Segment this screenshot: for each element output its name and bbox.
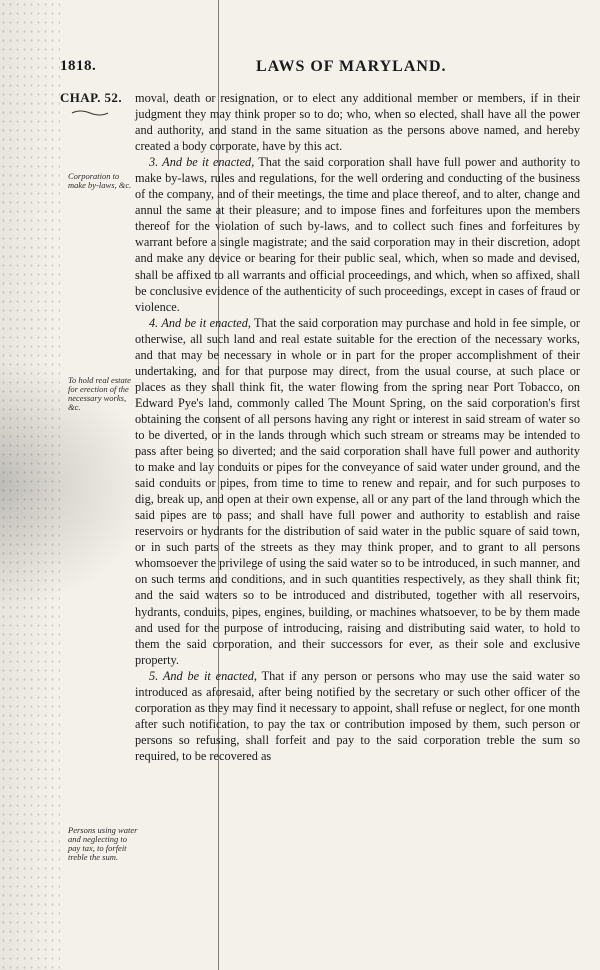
- running-title: LAWS OF MARYLAND.: [256, 58, 447, 75]
- year: 1818.: [60, 58, 97, 74]
- section-5: [135, 668, 580, 764]
- section-4: [135, 315, 580, 668]
- chapter-flourish-icon: [70, 108, 110, 118]
- section-3-lead: 3. And be it enacted,: [149, 155, 255, 170]
- chapter-label: CHAP. 52.: [60, 90, 122, 105]
- section-5-lead: 5. And be it enacted,: [149, 668, 257, 683]
- section-4-text: That the said corporation may purchase and hold in fee simple, or otherwise, all such land and real estate suitable for the erection of the necessary works, and that may be necessary in whole or in part for the proper accomplishment of their undertaking, and for that purpose may direct, from the usual course, at such place or places as they shall think fit, the water flowing from the spring near Port Tobacco, on Edward Pye's land, commonly called The Mount Spring, on the said corporation's first obtaining the consent of all persons having any right or interest in said stream of water so to be diverted, or in the lands through which such stream or streams may be intended to pass after being so diverted; and the said corporation shall have full power and authority to make and lay conduits or pipes for the conveyance of said water under ground, and the said conduits or pipes, from time to time to renew and repair, and for such purposes to dig, break up, and open at their own expense, all or any part of the land through which the said pipes are to pass; and shall have full power and authority to establish and raise reservoirs or hydrants for the distribution of said water in the public square of said town, or in such parts of the streets as they may think proper, and to grant to all persons whomsoever the privilege of using the said water so to be introduced, in such manner, and on such terms and conditions, and in such quantities respectively, as they shall think fit; and the said waters so to be introduced and distributed, together with all reservoirs, hydrants, conduits, pipes, engines, building, or machines whatsoever, to be by them made and used for the purpose of introducing, raising and distributing said water, to hold to them the said corporation, and their successors for ever, as their sole and exclusive property.: [135, 315, 580, 667]
- section-4-lead: 4. And be it enacted,: [149, 315, 251, 330]
- page-header: [60, 58, 580, 82]
- section-5-text: That if any person or persons who may use the said water so introduced as aforesaid, after being notified by the secretary or such other officer of the corporation as they may find it necessary to appoint, shall refuse or neglect, for one month after such notification, to pay the tax or contribution imposed by them, such person or persons so refusing, shall forfeit and pay to the said corporation treble the sum so required, to be recovered as: [135, 668, 581, 763]
- paragraph-1: moval, death or resignation, or to elect any additional member or members, if in their judgment they may think proper so to do; who, when so elected, shall have all the power and authority, and stand in the same situation as the persons above named, and hereby created a body corporate, have by this act.: [135, 91, 580, 154]
- section-3-text: That the said corporation shall have full power and authority to make by-laws, rules and regulations, for the well ordering and conducting of the business of the company, and of their meetings, the time and place thereof, and to alter, change and annul the same at their pleasure; and to impose fines and forfeitures upon the members thereof for the violation of such by-laws, and to collect such fines and forfeitures by warrant before a single magistrate; and the said corporation may in their discretion, adopt and make any device or bearing for their public seal, which, when so made and devised, shall be affixed to all warrants and official proceedings, and which, when so affixed, shall be conclusive evidence of the authenticity of such proceedings, except in cases of fraud or violence.: [135, 155, 580, 314]
- page-edge-texture: [0, 0, 60, 970]
- margin-note-persons-using: Persons using water and neglecting to pay tax, to forfeit treble the sum.: [68, 825, 138, 862]
- statute-text: [135, 90, 580, 764]
- margin-note-hold-real-estate: To hold real estate for erection of the necessary works, &c.: [68, 375, 131, 412]
- margin-note-corporation: Corporation to make by-laws, &c.: [68, 171, 132, 190]
- section-3: [135, 154, 580, 314]
